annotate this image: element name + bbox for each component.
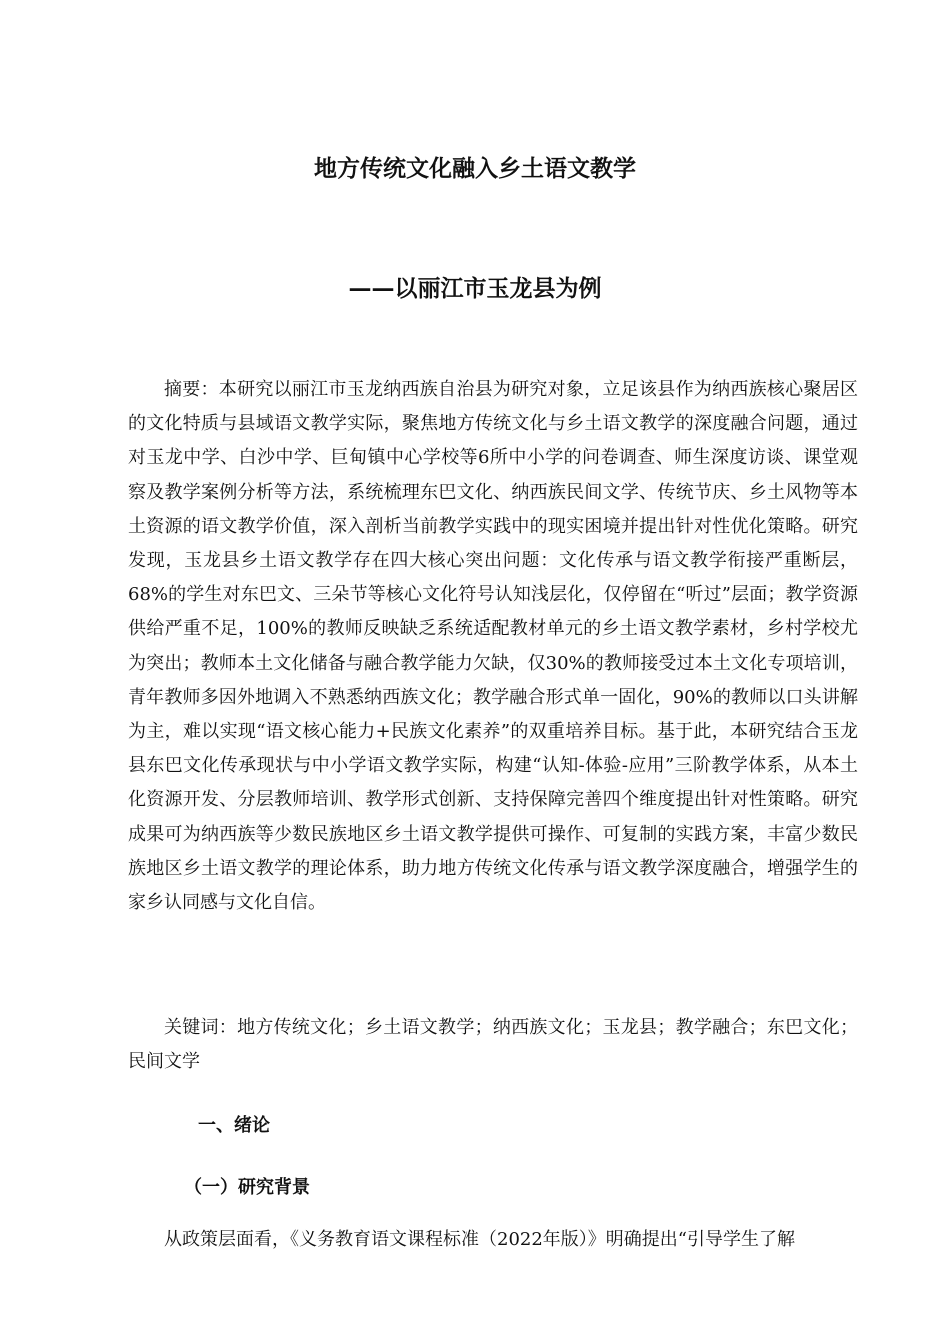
subsection-heading-background: （一）研究背景 [184, 1177, 310, 1198]
keywords-paragraph: 关键词：地方传统文化；乡土语文教学；纳西族文化；玉龙县；教学融合；东巴文化；民间文学 [128, 1017, 858, 1073]
abstract-paragraph: 摘要：本研究以丽江市玉龙纳西族自治县为研究对象，立足该县作为纳西族核心聚居区的文化特质与县域语文教学实际，聚焦地方传统文化与乡土语文教学的深度融合问题，通过对玉龙中学、白沙中学、巨甸镇中心学校等6所中小学的问卷调查、师生深度访谈、课堂观察及教学案例分析等方法，系统梳理东巴文化、纳西族民间文学、传统节庆、乡土风物等本土资源的语文教学价值，深入剖析当前教学实践中的现实困境并提出针对性优化策略。研究发现，玉龙县乡土语文教学存在四大核心突出问题：文化传承与语文教学衔接严重断层，68%的学生对东巴文、三朵节等核心文化符号认知浅层化，仅停留在“听过”层面；教学资源供给严重不足，100%的教师反映缺乏系统适配教材单元的乡土语文教学素材，乡村学校尤为突出；教师本土文化储备与融合教学能力欠缺，仅30%的教师接受过本土文化专项培训，青年教师多因外地调入不熟悉纳西族文化；教学融合形式单一固化，90%的教师以口头讲解为主，难以实现“语文核心能力+民族文化素养”的双重培养目标。基于此，本研究结合玉龙县东巴文化传承现状与中小学语文教学实际，构建“认知-体验-应用”三阶教学体系，从本土化资源开发、分层教师培训、教学形式创新、支持保障完善四个维度提出针对性策略。研究成果可为纳西族等少数民族地区乡土语文教学提供可操作、可复制的实践方案，丰富少数民族地区乡土语文教学的理论体系，助力地方传统文化传承与语文教学深度融合，增强学生的家乡认同感与文化自信。 [128, 379, 858, 914]
document-subtitle: ——以丽江市玉龙县为例 [348, 275, 602, 302]
body-paragraph: 从政策层面看，《义务教育语文课程标准（2022年版）》明确提出“引导学生了解 [164, 1229, 796, 1250]
section-heading-introduction: 一、绪论 [198, 1115, 270, 1136]
document-title: 地方传统文化融入乡土语文教学 [314, 155, 636, 182]
